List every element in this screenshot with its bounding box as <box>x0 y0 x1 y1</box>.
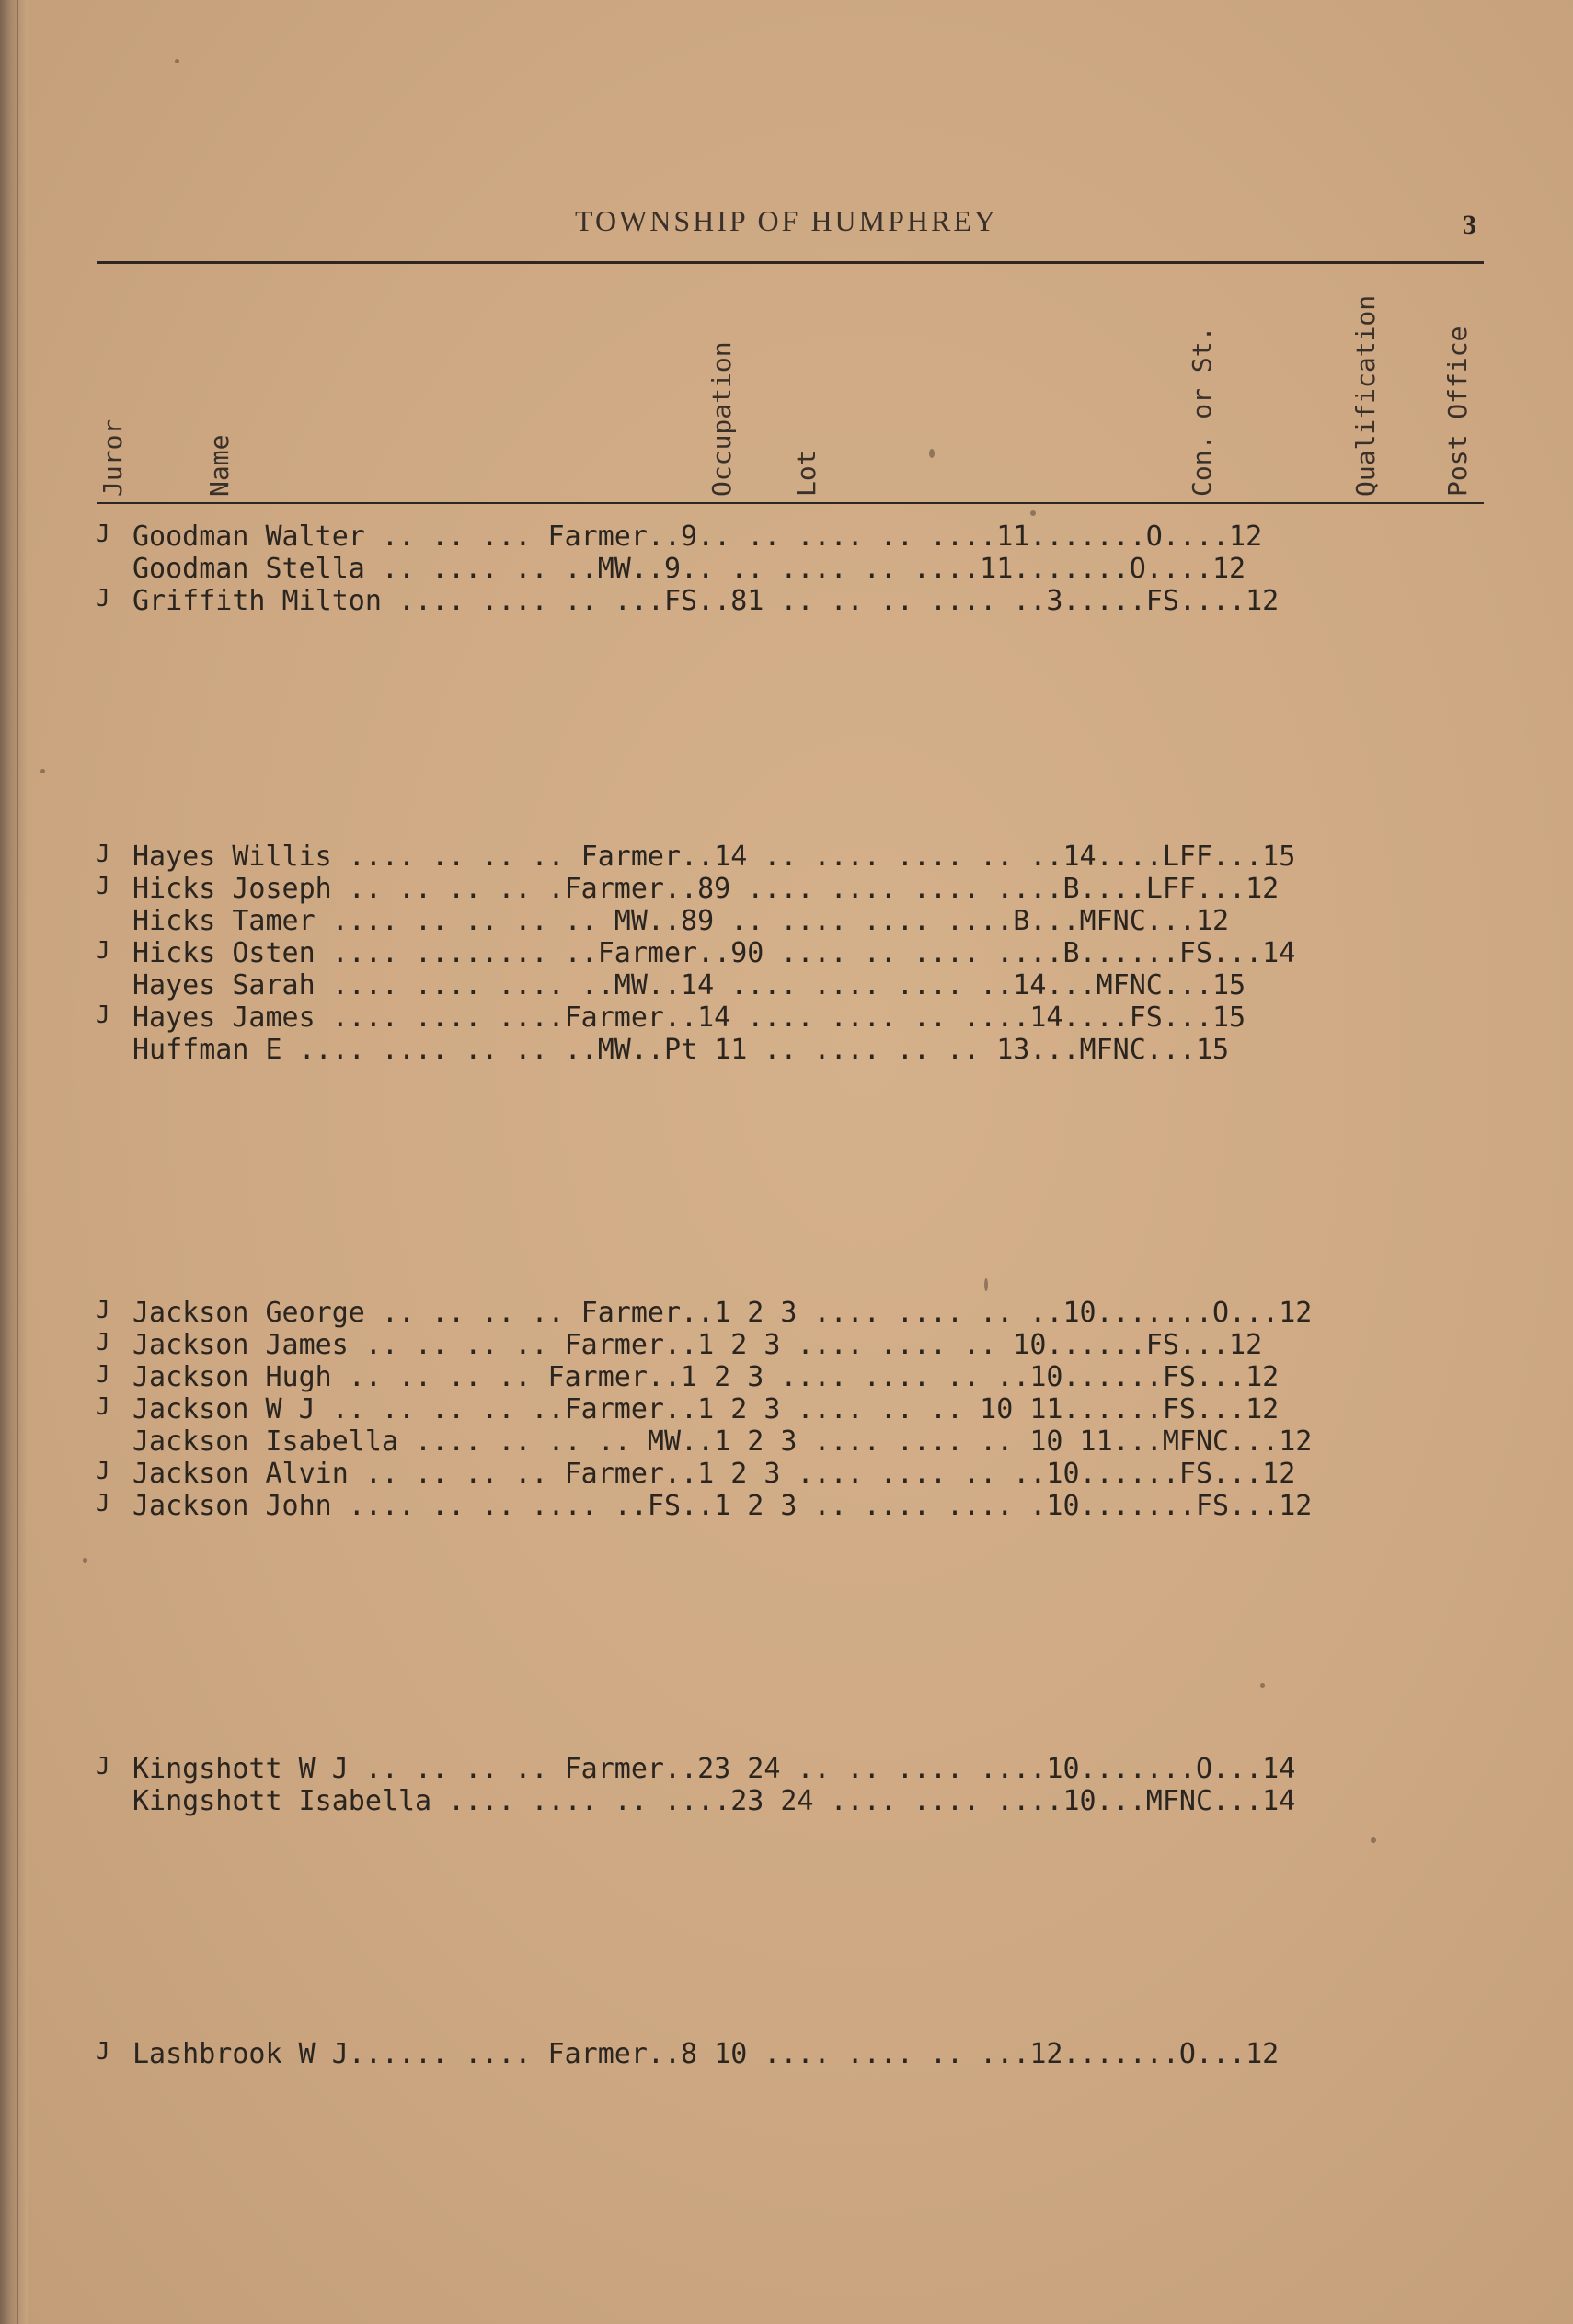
paper-speck <box>929 449 935 458</box>
list-row <box>0 585 1573 616</box>
row-text: Huffman E .... .... .. .. ..MW..Pt 11 .. .... .. .. 13...MFNC...15 <box>132 1034 1230 1066</box>
juror-mark: J <box>96 1490 110 1517</box>
list-row <box>0 1034 1573 1065</box>
header-rule <box>97 261 1484 264</box>
list-row <box>0 2038 1573 2069</box>
juror-mark: J <box>96 2038 110 2066</box>
row-text: Hayes Sarah .... .... .... ..MW..14 .... .... .... ..14...MFNC...15 <box>132 969 1246 1002</box>
list-row <box>0 873 1573 904</box>
row-text: Jackson John .... .. .. .... ..FS..1 2 3 .. .... .... .10.......FS...12 <box>132 1490 1313 1522</box>
list-row <box>0 553 1573 584</box>
juror-mark: J <box>96 937 110 965</box>
row-text: Hayes James .... .... ....Farmer..14 .... .... .. ....14....FS...15 <box>132 1002 1246 1034</box>
juror-mark: J <box>96 1458 110 1485</box>
juror-mark: J <box>96 521 110 548</box>
page-title: TOWNSHIP OF HUMPHREY <box>574 204 999 237</box>
column-header-lot: Lot <box>791 450 821 497</box>
column-header-qualification: Qualification <box>1350 294 1381 497</box>
row-text: Goodman Stella .. .... .. ..MW..9.. .. .... .. ....11.......O....12 <box>132 553 1246 585</box>
list-row <box>0 905 1573 936</box>
row-text: Jackson Alvin .. .. .. .. Farmer..1 2 3 .... .... .. ..10......FS...12 <box>132 1458 1296 1490</box>
row-text: Hayes Willis .... .. .. .. Farmer..14 .. .... .... .. ..14....LFF...15 <box>132 841 1296 873</box>
juror-mark: J <box>96 1361 110 1389</box>
paper-speck <box>1030 510 1036 516</box>
row-text: Jackson George .. .. .. .. Farmer..1 2 3 .... .... .. ..10.......O...12 <box>132 1297 1313 1329</box>
juror-mark: J <box>96 1329 110 1357</box>
binding-edge <box>17 0 18 2324</box>
row-text: Lashbrook W J...... .... Farmer..8 10 .... .... .. ...12.......O...12 <box>132 2038 1280 2070</box>
juror-mark: J <box>96 1753 110 1780</box>
row-text: Jackson James .. .. .. .. Farmer..1 2 3 .... .... .. 10......FS...12 <box>132 1329 1263 1361</box>
column-header-con-or-st: Con. or St. <box>1187 326 1217 497</box>
paper-speck <box>40 769 45 773</box>
row-text: Goodman Walter .. .. ... Farmer..9.. .. .... .. ....11.......O....12 <box>132 521 1263 553</box>
juror-mark: J <box>96 1297 110 1324</box>
list-row <box>0 1753 1573 1784</box>
paper-speck <box>1260 1683 1265 1688</box>
list-row <box>0 1425 1573 1457</box>
column-header-occupation: Occupation <box>706 341 737 497</box>
list-row <box>0 1297 1573 1328</box>
paper-speck <box>984 1278 988 1291</box>
book-spine-shadow <box>0 0 28 2324</box>
row-text: Griffith Milton .... .... .. ...FS..81 .. .. .. .... ..3.....FS....12 <box>132 585 1280 617</box>
row-text: Jackson W J .. .. .. .. ..Farmer..1 2 3 .... .. .. 10 11......FS...12 <box>132 1393 1280 1425</box>
list-row <box>0 1002 1573 1033</box>
list-row <box>0 1458 1573 1489</box>
row-text: Hicks Joseph .. .. .. .. .Farmer..89 .... .... .... ....B....LFF...12 <box>132 873 1280 905</box>
row-text: Kingshott W J .. .. .. .. Farmer..23 24 .. .. .... ....10.......O...14 <box>132 1753 1296 1785</box>
column-header-rule <box>97 502 1484 504</box>
juror-mark: J <box>96 841 110 868</box>
list-row <box>0 969 1573 1001</box>
list-row <box>0 841 1573 872</box>
row-text: Hicks Tamer .... .. .. .. .. MW..89 .. .... .... ....B...MFNC...12 <box>132 905 1230 937</box>
list-row <box>0 1393 1573 1425</box>
row-text: Kingshott Isabella .... .... .. ....23 24 .... .... ....10...MFNC...14 <box>132 1785 1296 1817</box>
page-number: 3 <box>1463 210 1476 240</box>
row-text: Jackson Hugh .. .. .. .. Farmer..1 2 3 .... .... .. ..10......FS...12 <box>132 1361 1280 1393</box>
list-row <box>0 1361 1573 1392</box>
column-header-post-office: Post Office <box>1442 326 1473 497</box>
paper-speck <box>83 1558 87 1563</box>
row-text: Hicks Osten .... ........ ..Farmer..90 .... .. .... ....B......FS...14 <box>132 937 1296 969</box>
list-row <box>0 1785 1573 1816</box>
list-row <box>0 1490 1573 1521</box>
juror-mark: J <box>96 1002 110 1029</box>
juror-mark: J <box>96 873 110 900</box>
juror-mark: J <box>96 1393 110 1421</box>
list-row <box>0 521 1573 552</box>
paper-speck <box>175 59 179 63</box>
paper-speck <box>1371 1837 1376 1843</box>
row-text: Jackson Isabella .... .. .. .. MW..1 2 3 .... .... .. 10 11...MFNC...12 <box>132 1425 1313 1458</box>
column-header-juror: Juror <box>98 418 128 497</box>
juror-mark: J <box>96 585 110 612</box>
column-header-name: Name <box>204 434 235 497</box>
list-row <box>0 1329 1573 1360</box>
list-row <box>0 937 1573 968</box>
